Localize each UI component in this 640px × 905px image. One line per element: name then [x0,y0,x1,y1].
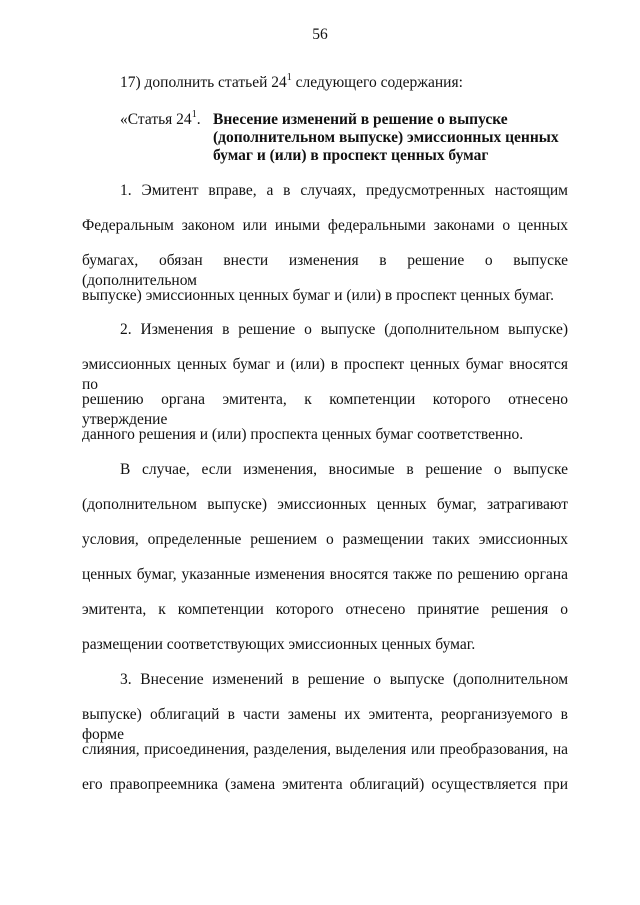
intro-suffix: следующего содержания: [291,74,463,91]
paragraph-line: эмитента, к компетенции которого отнесено принятие решения о [82,601,568,618]
paragraph-line: его правопреемника (замена эмитента облигаций) осуществляется при [82,776,568,793]
article-label: «Статья $24^1$. [120,109,201,128]
intro-line [120,73,463,93]
article-title-line: (дополнительном выпуске) эмиссионных ценных [213,129,559,146]
paragraph-line: ценных бумаг, указанные изменения вносятся также по решению органа [82,566,568,583]
paragraph-line: выпуске) облигаций в части замены их эмитента, реорганизуемого в форме [82,706,568,743]
page-number: 56 [312,26,328,43]
paragraph-line: Федеральным законом или иными федеральными законами о ценных [82,217,568,234]
paragraph-line: размещении соответствующих эмиссионных ценных бумаг. [82,636,476,653]
article-label-superscript: 1 [191,109,197,120]
intro-superscript: 1 [286,72,292,83]
paragraph-line: 3. Внесение изменений в решение о выпуске (дополнительном [120,671,568,688]
paragraph-line: 2. Изменения в решение о выпуске (дополнительном выпуске) [120,321,568,338]
paragraph-line: эмиссионных ценных бумаг и (или) в проспект ценных бумаг вносятся по [82,356,568,393]
article-title-line: Внесение изменений в решение о выпуске [213,111,508,128]
intro-prefix: 17) дополнить статьей 24 [120,74,287,91]
paragraph-line: 1. Эмитент вправе, а в случаях, предусмотренных настоящим [120,182,568,199]
paragraph-line: выпуске) эмиссионных ценных бумаг и (или) в проспект ценных бумаг. [82,287,555,304]
paragraph-line: В случае, если изменения, вносимые в решение о выпуске [120,461,568,478]
paragraph-line: бумагах, обязан внести изменения в решение о выпуске (дополнительном [82,252,568,289]
paragraph-line: (дополнительном выпуске) эмиссионных ценных бумаг, затрагивают [82,496,568,513]
paragraph-line: слияния, присоединения, разделения, выделения или преобразования, на [82,741,568,758]
paragraph-line: условия, определенные решением о размещении таких эмиссионных [82,531,568,548]
article-title-line: бумаг и (или) в проспект ценных бумаг [213,147,489,164]
paragraph-line: данного решения и (или) проспекта ценных бумаг соответственно. [82,426,524,443]
paragraph-line: решению органа эмитента, к компетенции которого отнесено утверждение [82,391,568,428]
